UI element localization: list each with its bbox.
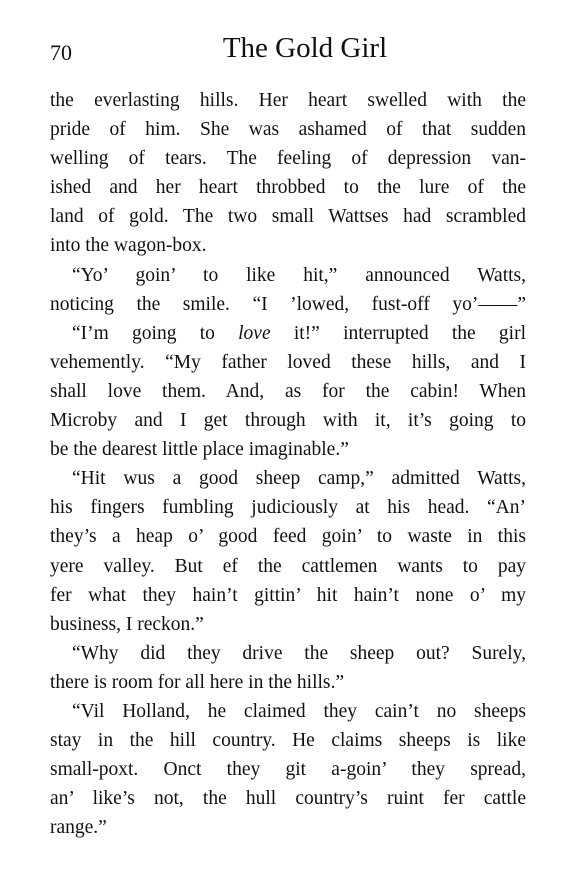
page-header: [50, 30, 530, 70]
text-line: noticing the smile. “I ’lowed, fust-off yo’——”: [50, 293, 526, 315]
text-line: an’ like’s not, the hull country’s ruint fer cattle: [50, 788, 526, 810]
text-fragment: “I’m going to: [72, 322, 239, 344]
text-line: [50, 319, 526, 348]
text-line: fer what they hain’t gittin’ hit hain’t none o’ my: [50, 584, 526, 606]
text-line: into the wagon-box.: [50, 235, 207, 257]
text-line: pride of him. She was ashamed of that sudden: [50, 119, 526, 141]
text-line: the everlasting hills. Her heart swelled with the: [50, 90, 526, 111]
running-head-title: The Gold Girl: [222, 32, 388, 64]
emphasized-word: love: [238, 322, 271, 344]
text-line: stay in the hill country. He claims sheeps is like: [50, 730, 526, 752]
text-line: his fingers fumbling judiciously at his head. “An’: [50, 497, 526, 519]
text-line: shall love them. And, as for the cabin! When: [50, 380, 526, 402]
text-line: be the dearest little place imaginable.”: [50, 439, 349, 461]
text-line: Microby and I get through with it, it’s going to: [50, 410, 526, 432]
page-number: 70: [50, 40, 72, 65]
text-line: vehemently. “My father loved these hills, and I: [50, 351, 526, 373]
text-line: welling of tears. The feeling of depression van-: [50, 148, 526, 170]
text-line: they’s a heap o’ good feed goin’ to waste in this: [50, 526, 526, 548]
text-line: yere valley. But ef the cattlemen wants to pay: [50, 555, 526, 577]
text-line: “Hit wus a good sheep camp,” admitted Watts,: [72, 468, 526, 490]
text-line: “Vil Holland, he claimed they cain’t no sheeps: [72, 700, 526, 722]
text-line: ished and her heart throbbed to the lure of the: [50, 177, 526, 199]
page-body-text: [50, 86, 526, 842]
text-line: range.”: [50, 817, 107, 839]
text-line: land of gold. The two small Wattses had scrambled: [50, 206, 526, 228]
text-line: small-poxt. Onct they git a-goin’ they spread,: [50, 759, 526, 781]
text-line: “Why did they drive the sheep out? Surely,: [72, 642, 526, 664]
text-line: there is room for all here in the hills.”: [50, 671, 345, 693]
text-fragment: it!” interrupted the girl: [270, 322, 526, 344]
text-line: business, I reckon.”: [50, 613, 204, 635]
text-line: “Yo’ goin’ to like hit,” announced Watts,: [72, 264, 526, 286]
